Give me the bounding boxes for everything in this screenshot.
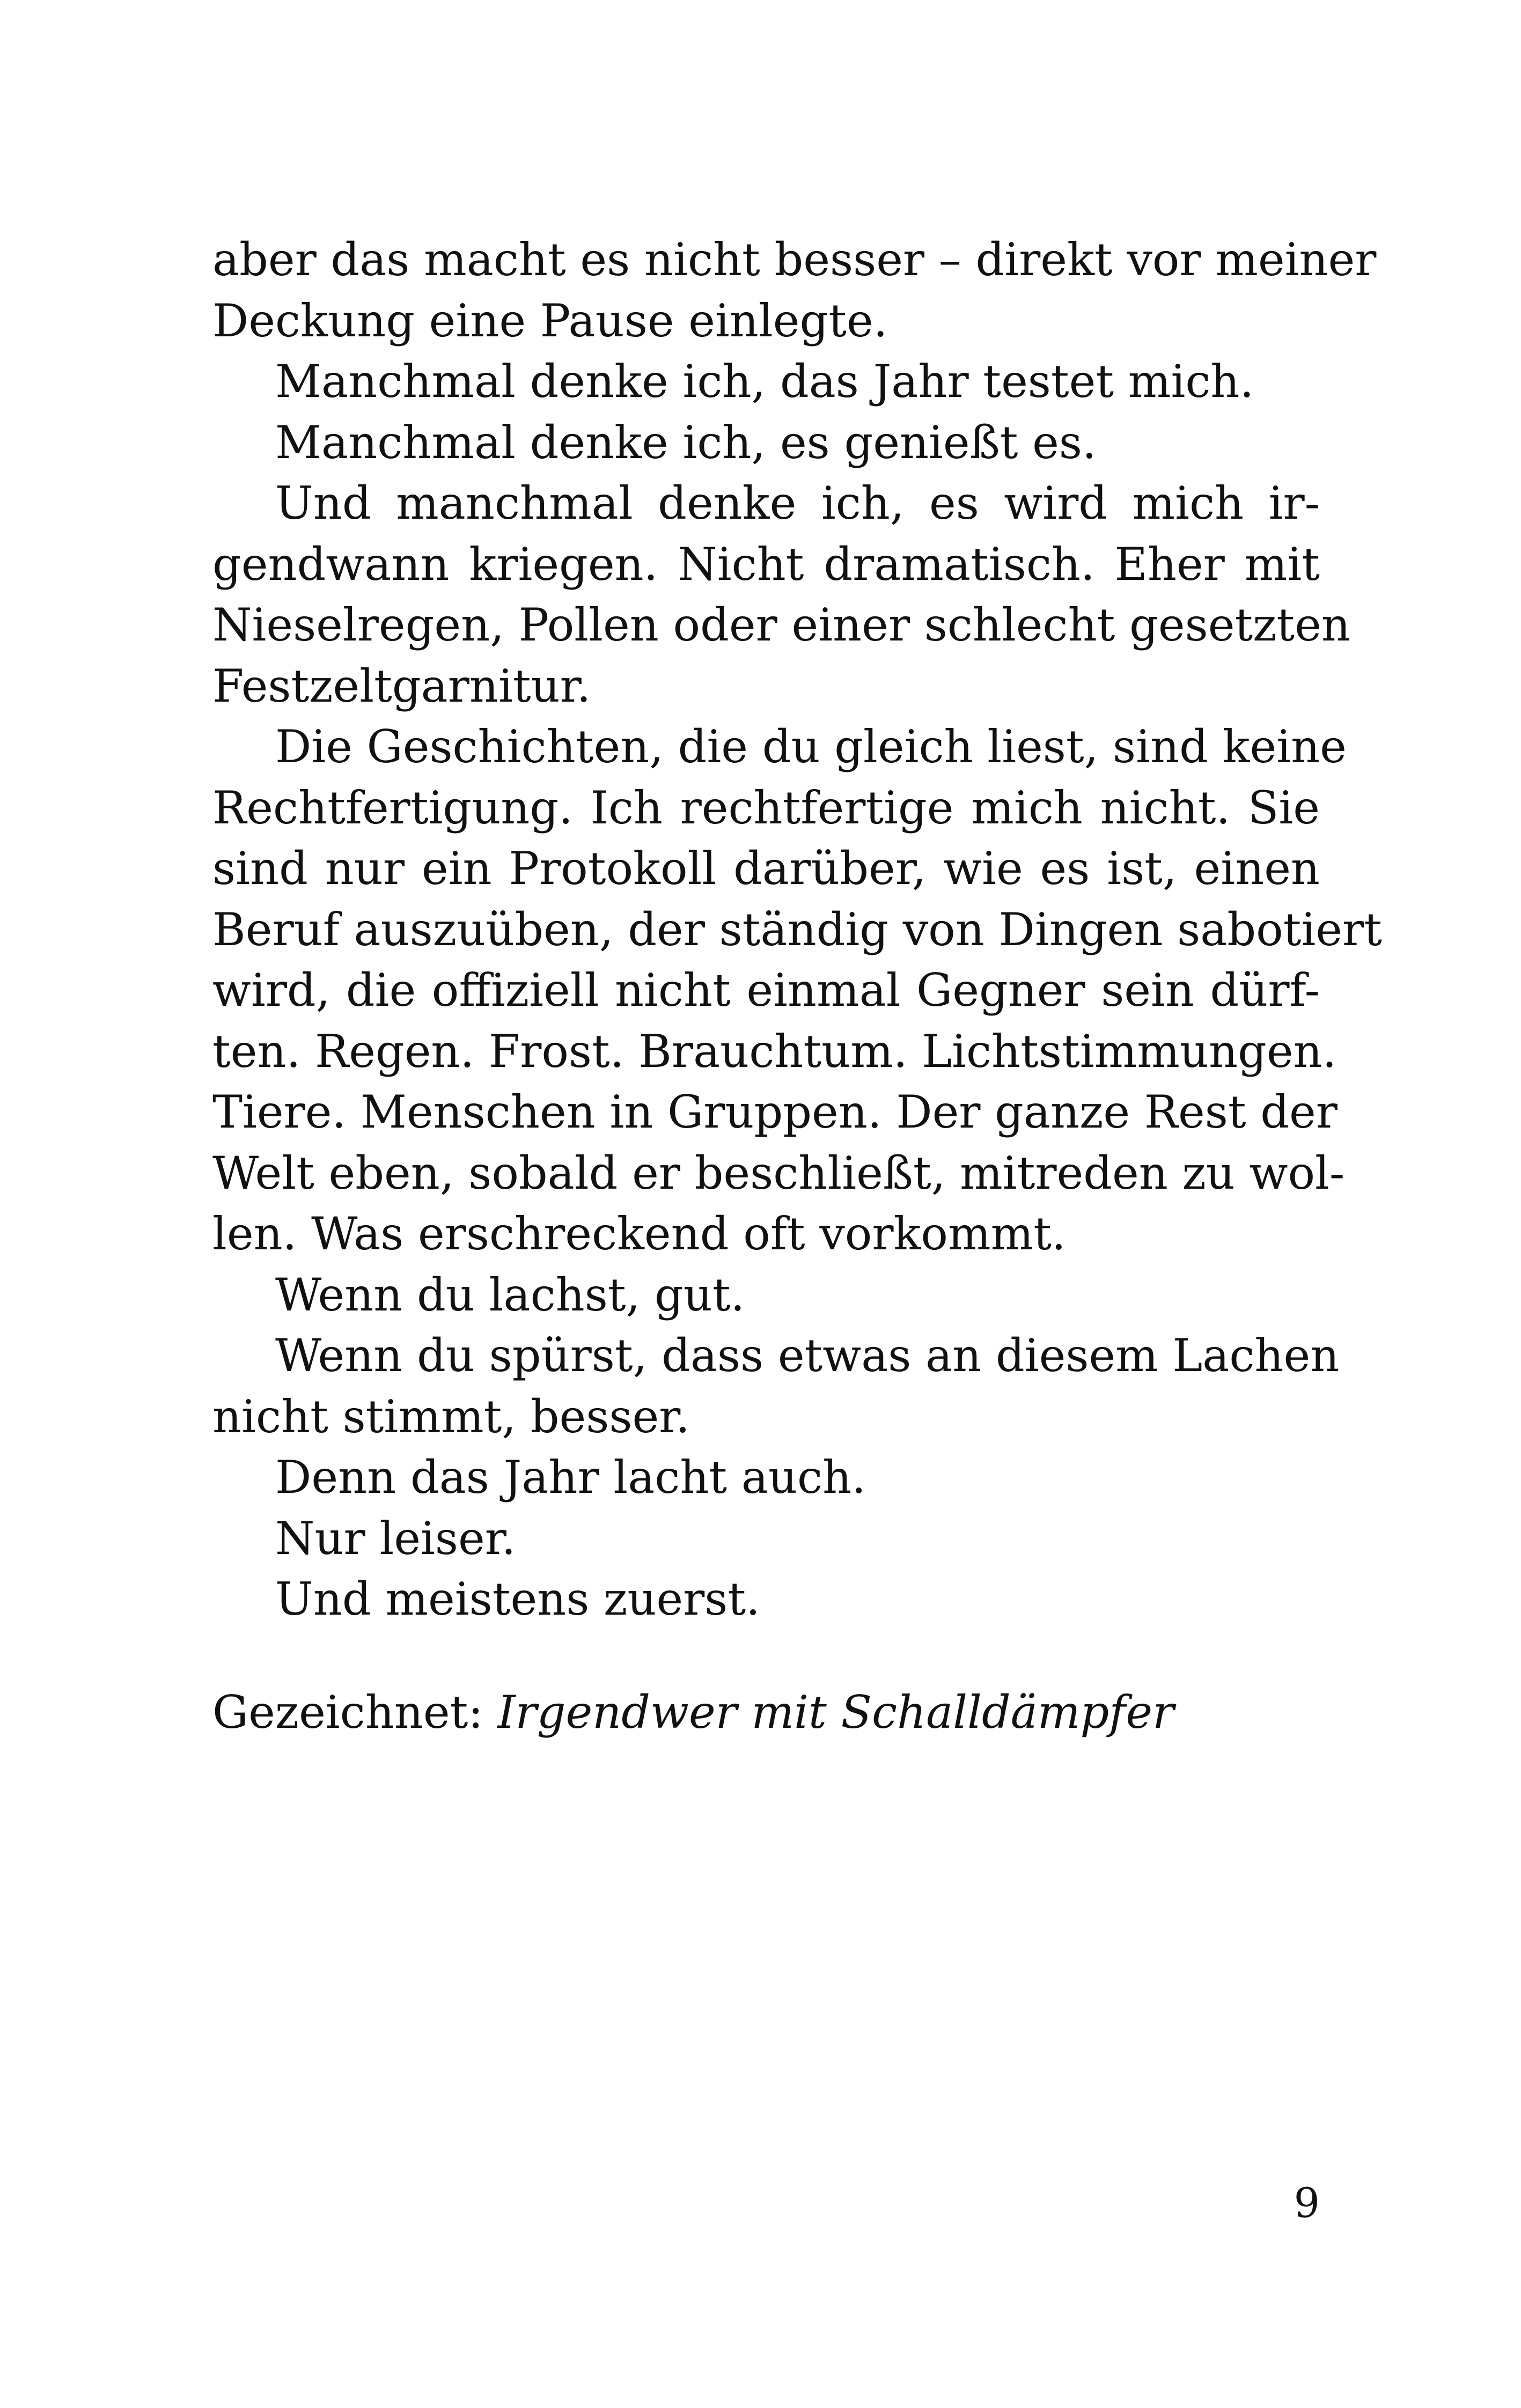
text-line: nicht stimmt, besser. — [212, 1390, 690, 1443]
text-line: ten. Regen. Frost. Brauchtum. Lichtstimmungen. — [212, 1025, 1337, 1078]
text-line: Wenn du lachst, gut. — [275, 1268, 745, 1321]
text-line: Manchmal denke ich, das Jahr testet mich. — [275, 355, 1254, 408]
text-line: Beruf auszuüben, der ständig von Dingen sabotiert — [212, 903, 1382, 956]
text-line: aber das macht es nicht besser – direkt vor meiner — [212, 233, 1377, 286]
text-line: Die Geschichten, die du gleich liest, sind keine — [275, 720, 1347, 773]
text-line: Und manchmal denke ich, es wird mich ir- — [275, 477, 1320, 529]
text-line: Welt eben, sobald er beschließt, mitreden zu wol- — [212, 1146, 1345, 1199]
text-line: Nieselregen, Pollen oder einer schlecht gesetzten — [212, 599, 1350, 651]
signature-name: Irgendwer mit Schalldämpfer — [497, 1686, 1174, 1739]
signature-line — [212, 1682, 1174, 1743]
text-line: Rechtfertigung. Ich rechtfertige mich nicht. Sie — [212, 781, 1320, 834]
text-line: Tiere. Menschen in Gruppen. Der ganze Rest der — [212, 1086, 1338, 1138]
body-text — [212, 230, 1382, 1630]
text-line: Denn das Jahr lacht auch. — [275, 1451, 866, 1504]
text-line: Nur leiser. — [275, 1512, 516, 1565]
page-number: 9 — [1294, 2179, 1320, 2227]
text-line: sind nur ein Protokoll darüber, wie es ist, einen — [212, 842, 1320, 895]
text-line: wird, die offiziell nicht einmal Gegner sein dürf- — [212, 964, 1320, 1017]
text-line: Deckung eine Pause einlegte. — [212, 294, 888, 347]
text-line: gendwann kriegen. Nicht dramatisch. Eher mit — [212, 537, 1320, 591]
text-line: Manchmal denke ich, es genießt es. — [275, 416, 1097, 469]
text-line: Festzeltgarnitur. — [212, 659, 591, 712]
text-line: len. Was erschreckend oft vorkommt. — [212, 1207, 1066, 1260]
signature-label: Gezeichnet: — [212, 1686, 498, 1739]
text-line: Wenn du spürst, dass etwas an diesem Lachen — [275, 1329, 1340, 1382]
text-line: Und meistens zuerst. — [275, 1573, 760, 1625]
